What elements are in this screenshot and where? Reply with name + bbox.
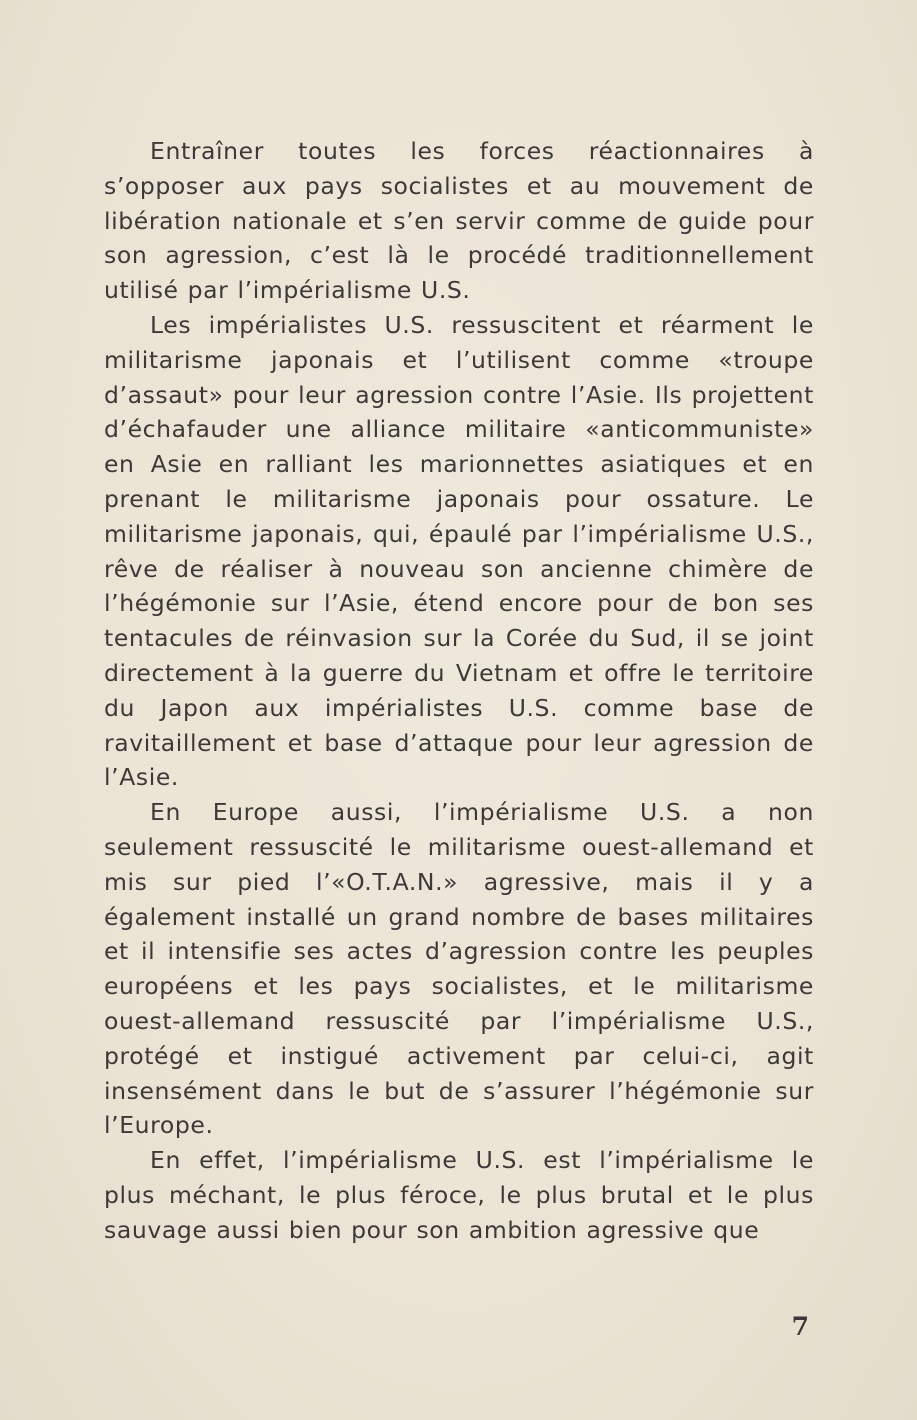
paragraph-2: Les impérialistes U.S. ressuscitent et réarment le militarisme japonais et l’utilisent comme «troupe d’assaut» pour leur agression contre l’Asie. Ils projettent d’échafauder une alliance militaire «anticommuniste» en Asie en ralliant les marionnettes asiatiques et en prenant le militarisme japonais pour ossature. Le militarisme japonais, qui, épaulé par l’impérialisme U.S., rêve de réaliser à nouveau son ancienne chimère de l’hégémonie sur l’Asie, étend encore pour de bon ses tentacules de réinvasion sur la Corée du Sud, il se joint directement à la guerre du Vietnam et offre le territoire du Japon aux impérialistes U.S. comme base de ravitaillement et base d’attaque pour leur agression de l’Asie. [104, 310, 814, 792]
page-number: 7 [791, 1312, 809, 1341]
paragraph-4: En effet, l’impérialisme U.S. est l’impérialisme le plus méchant, le plus féroce, le plus brutal et le plus sauvage aussi bien pour son ambition agressive que [104, 1146, 814, 1244]
paragraph-3: En Europe aussi, l’impérialisme U.S. a non seulement ressuscité le militarisme ouest-allemand et mis sur pied l’«O.T.A.N.» agressive, mais il y a également installé un grand nombre de bases militaires et il intensifie ses actes d’agression contre les peuples européens et les pays socialistes, et le militarisme ouest-allemand ressuscité par l’impérialisme U.S., protégé et instigué activement par celui-ci, agit insensément dans le but de s’assurer l’hégémonie sur l’Europe. [104, 798, 814, 1140]
paragraph-1: Entraîner toutes les forces réactionnaires à s’opposer aux pays socialistes et au mouvement de libération nationale et s’en servir comme de guide pour son agression, c’est là le procédé traditionnellement utilisé par l’impérialisme U.S. [104, 137, 814, 305]
body-text [104, 134, 814, 1248]
